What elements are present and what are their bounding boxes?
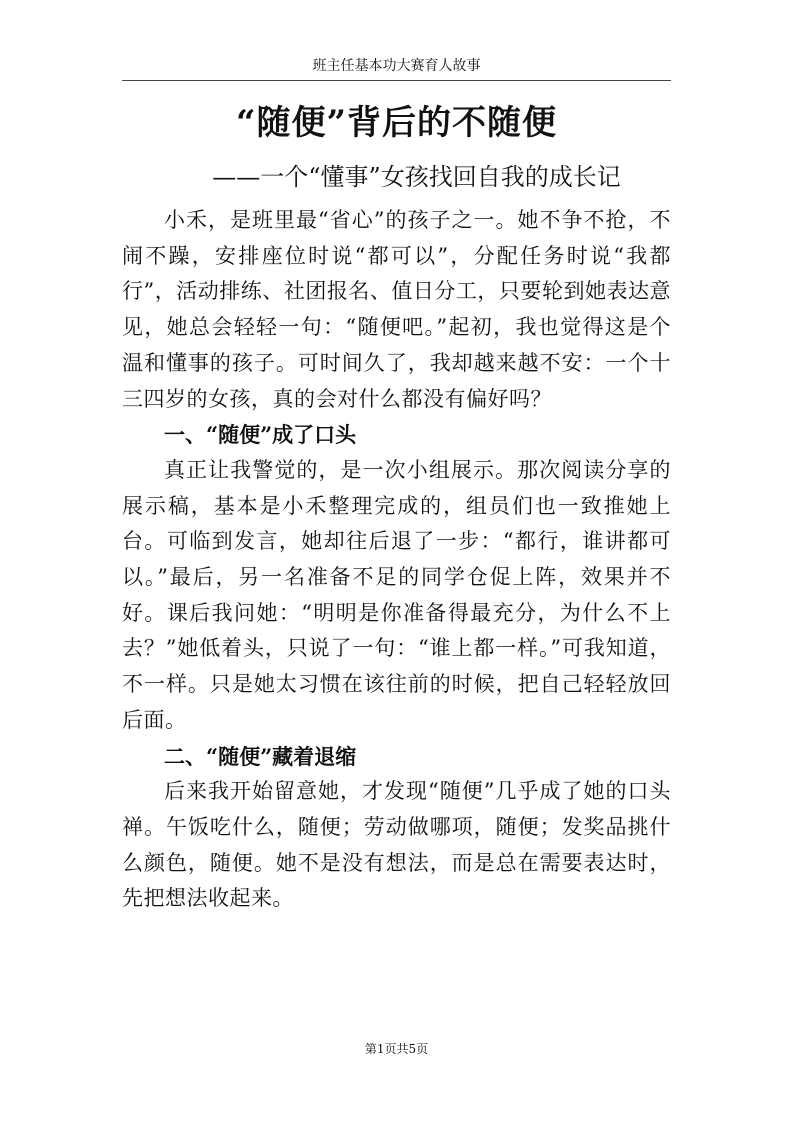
running-header: 班主任基本功大赛育人故事: [312, 58, 481, 74]
paragraph: 真正让我警觉的，是一次小组展示。那次阅读分享的展示稿，基本是小禾整理完成的，组员们也一致推她上台。可临到发言，她却往后退了一步：“都行，谁讲都可以。”最后，另一名准备不足的同学仓促上阵，效果并不好。课后我问她：“明明是你准备得最充分，为什么不上去？”她低着头，只说了一句：“谁上都一样。”可我知道，不一样。只是她太习惯在该往前的时候，把自己轻轻放回后面。: [122, 457, 671, 732]
section-heading: 二、“随便”藏着退缩: [164, 743, 357, 769]
section-heading: 一、“随便”成了口头: [164, 422, 357, 448]
header-divider: [122, 80, 671, 81]
document-body: [122, 203, 671, 917]
page-number: 第1页共5页: [364, 1042, 429, 1056]
document-subtitle: ——一个“懂事”女孩找回自我的成长记: [212, 163, 621, 191]
paragraph: 后来我开始留意她，才发现“随便”几乎成了她的口头禅。午饭吃什么，随便；劳动做哪项，随便；发奖品挑什么颜色，随便。她不是没有想法，而是总在需要表达时，先把想法收起来。: [122, 779, 671, 911]
document-title: “随便”背后的不随便: [235, 103, 558, 143]
paragraph: 小禾，是班里最“省心”的孩子之一。她不争不抢，不闹不躁，安排座位时说“都可以”，分配任务时说“我都行”，活动排练、社团报名、值日分工，只要轮到她表达意见，她总会轻轻一句：“随便吧。”起初，我也觉得这是个温和懂事的孩子。可时间久了，我却越来越不安：一个十三四岁的女孩，真的会对什么都没有偏好吗？: [122, 208, 671, 411]
